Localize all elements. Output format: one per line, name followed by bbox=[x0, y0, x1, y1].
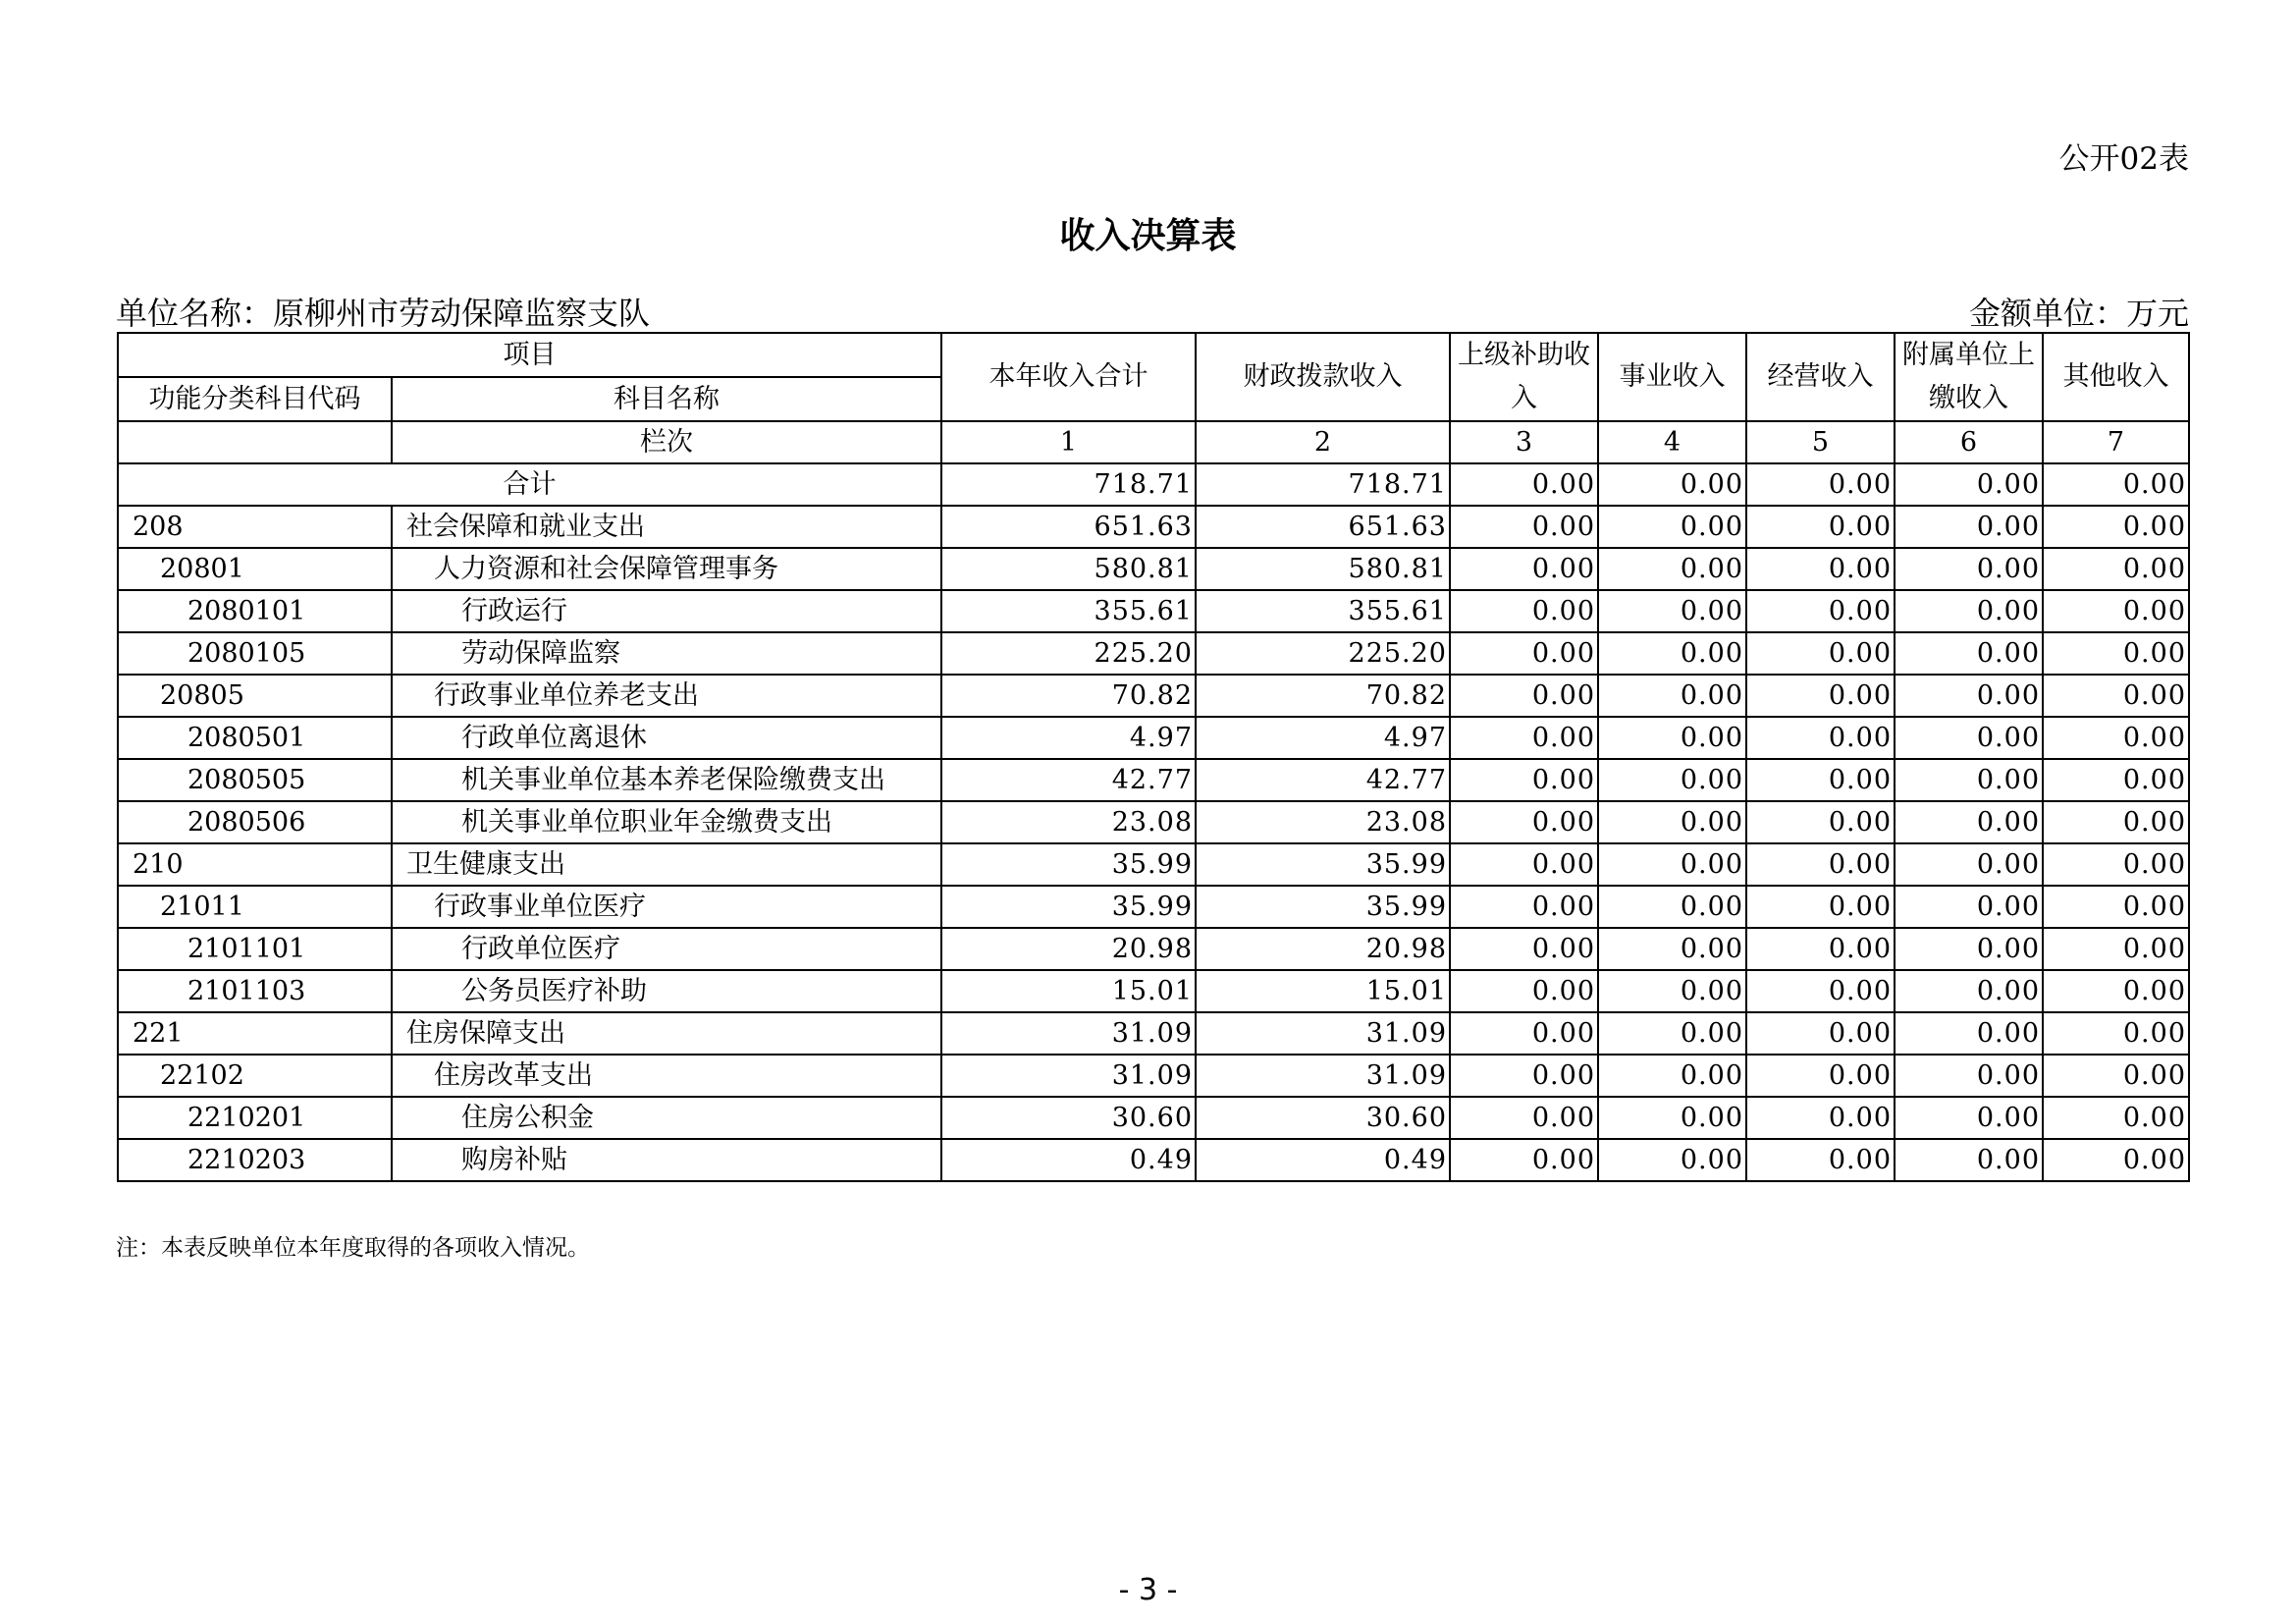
row-value: 0.00 bbox=[2043, 928, 2189, 970]
row-name: 机关事业单位基本养老保险缴费支出 bbox=[392, 759, 941, 801]
row-name: 劳动保障监察 bbox=[392, 632, 941, 675]
header-col-1: 本年收入合计 bbox=[941, 333, 1196, 421]
row-code: 2080101 bbox=[118, 590, 392, 632]
row-value: 0.00 bbox=[1895, 1139, 2043, 1181]
row-value: 0.00 bbox=[1598, 632, 1746, 675]
row-value: 0.00 bbox=[1746, 1055, 1895, 1097]
row-value: 0.00 bbox=[1746, 928, 1895, 970]
table-row bbox=[118, 1097, 2189, 1139]
row-code: 2210203 bbox=[118, 1139, 392, 1181]
row-code: 208 bbox=[118, 506, 392, 548]
row-value: 0.00 bbox=[1450, 801, 1598, 843]
column-index: 3 bbox=[1450, 421, 1598, 463]
row-name: 住房公积金 bbox=[392, 1097, 941, 1139]
row-name: 行政运行 bbox=[392, 590, 941, 632]
total-value: 0.00 bbox=[2043, 463, 2189, 506]
row-value: 0.00 bbox=[2043, 843, 2189, 886]
amount-unit: 金额单位：万元 bbox=[1968, 295, 2189, 332]
row-value: 0.00 bbox=[1895, 843, 2043, 886]
header-col-7: 其他收入 bbox=[2043, 333, 2189, 421]
row-value: 0.00 bbox=[1895, 1012, 2043, 1055]
row-value: 0.00 bbox=[2043, 1097, 2189, 1139]
row-value: 0.00 bbox=[1895, 632, 2043, 675]
row-name: 卫生健康支出 bbox=[392, 843, 941, 886]
table-row bbox=[118, 675, 2189, 717]
row-name: 人力资源和社会保障管理事务 bbox=[392, 548, 941, 590]
row-value: 0.00 bbox=[1895, 886, 2043, 928]
row-name: 行政事业单位养老支出 bbox=[392, 675, 941, 717]
row-value: 0.00 bbox=[1450, 928, 1598, 970]
row-value: 0.00 bbox=[2043, 590, 2189, 632]
row-value: 0.00 bbox=[1450, 632, 1598, 675]
row-value: 0.00 bbox=[2043, 506, 2189, 548]
row-value: 580.81 bbox=[1196, 548, 1450, 590]
total-label: 合计 bbox=[118, 463, 941, 506]
table-row bbox=[118, 759, 2189, 801]
row-value: 0.00 bbox=[2043, 1139, 2189, 1181]
row-value: 23.08 bbox=[1196, 801, 1450, 843]
table-row bbox=[118, 1055, 2189, 1097]
row-value: 0.00 bbox=[1746, 759, 1895, 801]
row-name: 公务员医疗补助 bbox=[392, 970, 941, 1012]
row-code: 2080505 bbox=[118, 759, 392, 801]
row-code: 20801 bbox=[118, 548, 392, 590]
row-name: 社会保障和就业支出 bbox=[392, 506, 941, 548]
column-index: 2 bbox=[1196, 421, 1450, 463]
table-row bbox=[118, 717, 2189, 759]
row-value: 0.00 bbox=[1598, 1097, 1746, 1139]
table-row bbox=[118, 1139, 2189, 1181]
row-value: 0.00 bbox=[2043, 548, 2189, 590]
row-value: 0.00 bbox=[2043, 717, 2189, 759]
row-value: 0.00 bbox=[1450, 1055, 1598, 1097]
row-value: 0.00 bbox=[1895, 548, 2043, 590]
row-value: 31.09 bbox=[1196, 1012, 1450, 1055]
table-row bbox=[118, 801, 2189, 843]
row-value: 0.00 bbox=[1598, 843, 1746, 886]
row-value: 70.82 bbox=[941, 675, 1196, 717]
row-value: 0.00 bbox=[1598, 506, 1746, 548]
row-code: 2101101 bbox=[118, 928, 392, 970]
row-value: 0.00 bbox=[1598, 970, 1746, 1012]
table-row bbox=[118, 506, 2189, 548]
row-value: 15.01 bbox=[941, 970, 1196, 1012]
row-value: 0.00 bbox=[1746, 843, 1895, 886]
header-item: 项目 bbox=[118, 333, 941, 377]
row-value: 0.00 bbox=[1895, 759, 2043, 801]
row-value: 0.49 bbox=[1196, 1139, 1450, 1181]
row-value: 0.00 bbox=[1746, 632, 1895, 675]
row-value: 30.60 bbox=[1196, 1097, 1450, 1139]
row-value: 0.00 bbox=[1450, 717, 1598, 759]
row-value: 0.00 bbox=[1895, 717, 2043, 759]
row-value: 0.00 bbox=[1746, 970, 1895, 1012]
row-value: 4.97 bbox=[941, 717, 1196, 759]
column-index: 5 bbox=[1746, 421, 1895, 463]
row-value: 0.00 bbox=[1895, 1055, 2043, 1097]
row-value: 31.09 bbox=[941, 1012, 1196, 1055]
header-blank bbox=[118, 421, 392, 463]
column-index: 6 bbox=[1895, 421, 2043, 463]
row-code: 2210201 bbox=[118, 1097, 392, 1139]
row-value: 0.00 bbox=[1450, 506, 1598, 548]
row-value: 0.00 bbox=[1895, 1097, 2043, 1139]
row-code: 221 bbox=[118, 1012, 392, 1055]
row-value: 0.00 bbox=[1746, 1139, 1895, 1181]
header-col-6: 附属单位上缴收入 bbox=[1895, 333, 2043, 421]
row-value: 0.00 bbox=[1450, 1012, 1598, 1055]
row-value: 0.00 bbox=[2043, 1012, 2189, 1055]
row-value: 35.99 bbox=[941, 886, 1196, 928]
row-value: 0.00 bbox=[1450, 1139, 1598, 1181]
row-code: 21011 bbox=[118, 886, 392, 928]
row-name: 行政单位医疗 bbox=[392, 928, 941, 970]
total-value: 0.00 bbox=[1598, 463, 1746, 506]
row-value: 0.49 bbox=[941, 1139, 1196, 1181]
row-value: 20.98 bbox=[941, 928, 1196, 970]
row-name: 住房改革支出 bbox=[392, 1055, 941, 1097]
row-value: 42.77 bbox=[1196, 759, 1450, 801]
row-value: 0.00 bbox=[1746, 717, 1895, 759]
row-value: 31.09 bbox=[941, 1055, 1196, 1097]
row-value: 42.77 bbox=[941, 759, 1196, 801]
row-value: 0.00 bbox=[2043, 801, 2189, 843]
total-value: 0.00 bbox=[1895, 463, 2043, 506]
row-value: 0.00 bbox=[1450, 548, 1598, 590]
row-value: 0.00 bbox=[1895, 970, 2043, 1012]
row-value: 35.99 bbox=[1196, 886, 1450, 928]
row-value: 0.00 bbox=[1895, 928, 2043, 970]
row-code: 20805 bbox=[118, 675, 392, 717]
row-value: 0.00 bbox=[1746, 1012, 1895, 1055]
column-index: 4 bbox=[1598, 421, 1746, 463]
table-row bbox=[118, 928, 2189, 970]
row-code: 2080501 bbox=[118, 717, 392, 759]
row-value: 0.00 bbox=[2043, 759, 2189, 801]
unit-name: 单位名称：原柳州市劳动保障监察支队 bbox=[116, 295, 651, 332]
table-row bbox=[118, 590, 2189, 632]
row-value: 0.00 bbox=[1598, 548, 1746, 590]
row-value: 0.00 bbox=[1450, 675, 1598, 717]
row-name: 行政事业单位医疗 bbox=[392, 886, 941, 928]
row-value: 651.63 bbox=[941, 506, 1196, 548]
row-value: 30.60 bbox=[941, 1097, 1196, 1139]
row-name: 行政单位离退休 bbox=[392, 717, 941, 759]
row-value: 0.00 bbox=[1450, 590, 1598, 632]
row-value: 70.82 bbox=[1196, 675, 1450, 717]
row-value: 0.00 bbox=[1450, 886, 1598, 928]
form-number: 公开02表 bbox=[2058, 141, 2189, 177]
row-value: 0.00 bbox=[2043, 675, 2189, 717]
row-value: 0.00 bbox=[2043, 970, 2189, 1012]
row-code: 2080506 bbox=[118, 801, 392, 843]
table-row bbox=[118, 548, 2189, 590]
row-code: 2080105 bbox=[118, 632, 392, 675]
table-row bbox=[118, 970, 2189, 1012]
table-note: 注：本表反映单位本年度取得的各项收入情况。 bbox=[116, 1235, 590, 1261]
header-name: 科目名称 bbox=[392, 377, 941, 421]
row-value: 355.61 bbox=[941, 590, 1196, 632]
table-row bbox=[118, 843, 2189, 886]
total-value: 718.71 bbox=[941, 463, 1196, 506]
row-value: 0.00 bbox=[1598, 590, 1746, 632]
row-value: 0.00 bbox=[2043, 886, 2189, 928]
total-value: 0.00 bbox=[1450, 463, 1598, 506]
row-value: 0.00 bbox=[1746, 1097, 1895, 1139]
row-value: 0.00 bbox=[1895, 590, 2043, 632]
header-col-3: 上级补助收入 bbox=[1450, 333, 1598, 421]
row-name: 购房补贴 bbox=[392, 1139, 941, 1181]
row-value: 35.99 bbox=[1196, 843, 1450, 886]
row-value: 0.00 bbox=[1746, 548, 1895, 590]
row-code: 22102 bbox=[118, 1055, 392, 1097]
table-row bbox=[118, 886, 2189, 928]
header-col-5: 经营收入 bbox=[1746, 333, 1895, 421]
total-row bbox=[118, 463, 2189, 506]
header-col-4: 事业收入 bbox=[1598, 333, 1746, 421]
row-value: 0.00 bbox=[1746, 590, 1895, 632]
row-value: 355.61 bbox=[1196, 590, 1450, 632]
header-code: 功能分类科目代码 bbox=[118, 377, 392, 421]
row-value: 0.00 bbox=[1746, 886, 1895, 928]
row-value: 0.00 bbox=[1746, 801, 1895, 843]
income-table bbox=[117, 332, 2190, 1182]
row-value: 35.99 bbox=[941, 843, 1196, 886]
header-col-2: 财政拨款收入 bbox=[1196, 333, 1450, 421]
row-value: 651.63 bbox=[1196, 506, 1450, 548]
row-value: 0.00 bbox=[1598, 1012, 1746, 1055]
row-value: 225.20 bbox=[1196, 632, 1450, 675]
row-value: 0.00 bbox=[1598, 801, 1746, 843]
row-code: 2101103 bbox=[118, 970, 392, 1012]
row-value: 580.81 bbox=[941, 548, 1196, 590]
row-value: 0.00 bbox=[1450, 1097, 1598, 1139]
row-value: 0.00 bbox=[1598, 717, 1746, 759]
row-value: 0.00 bbox=[1895, 675, 2043, 717]
row-value: 4.97 bbox=[1196, 717, 1450, 759]
row-value: 0.00 bbox=[1895, 801, 2043, 843]
total-value: 718.71 bbox=[1196, 463, 1450, 506]
row-value: 225.20 bbox=[941, 632, 1196, 675]
row-value: 23.08 bbox=[941, 801, 1196, 843]
page-number: - 3 - bbox=[1118, 1573, 1178, 1607]
row-value: 0.00 bbox=[1598, 886, 1746, 928]
column-index: 7 bbox=[2043, 421, 2189, 463]
row-value: 0.00 bbox=[2043, 1055, 2189, 1097]
row-value: 0.00 bbox=[1598, 1055, 1746, 1097]
row-value: 20.98 bbox=[1196, 928, 1450, 970]
row-value: 0.00 bbox=[1746, 506, 1895, 548]
row-value: 0.00 bbox=[1450, 843, 1598, 886]
row-value: 0.00 bbox=[1895, 506, 2043, 548]
total-value: 0.00 bbox=[1746, 463, 1895, 506]
row-value: 31.09 bbox=[1196, 1055, 1450, 1097]
row-value: 0.00 bbox=[1598, 675, 1746, 717]
row-name: 机关事业单位职业年金缴费支出 bbox=[392, 801, 941, 843]
row-value: 0.00 bbox=[1746, 675, 1895, 717]
column-index: 1 bbox=[941, 421, 1196, 463]
row-value: 0.00 bbox=[1598, 759, 1746, 801]
row-value: 15.01 bbox=[1196, 970, 1450, 1012]
row-value: 0.00 bbox=[1450, 970, 1598, 1012]
row-value: 0.00 bbox=[2043, 632, 2189, 675]
table-row bbox=[118, 632, 2189, 675]
row-code: 210 bbox=[118, 843, 392, 886]
row-value: 0.00 bbox=[1598, 1139, 1746, 1181]
table-row bbox=[118, 1012, 2189, 1055]
row-value: 0.00 bbox=[1598, 928, 1746, 970]
page-title: 收入决算表 bbox=[1059, 216, 1237, 256]
row-value: 0.00 bbox=[1450, 759, 1598, 801]
column-index-label: 栏次 bbox=[392, 421, 941, 463]
row-name: 住房保障支出 bbox=[392, 1012, 941, 1055]
